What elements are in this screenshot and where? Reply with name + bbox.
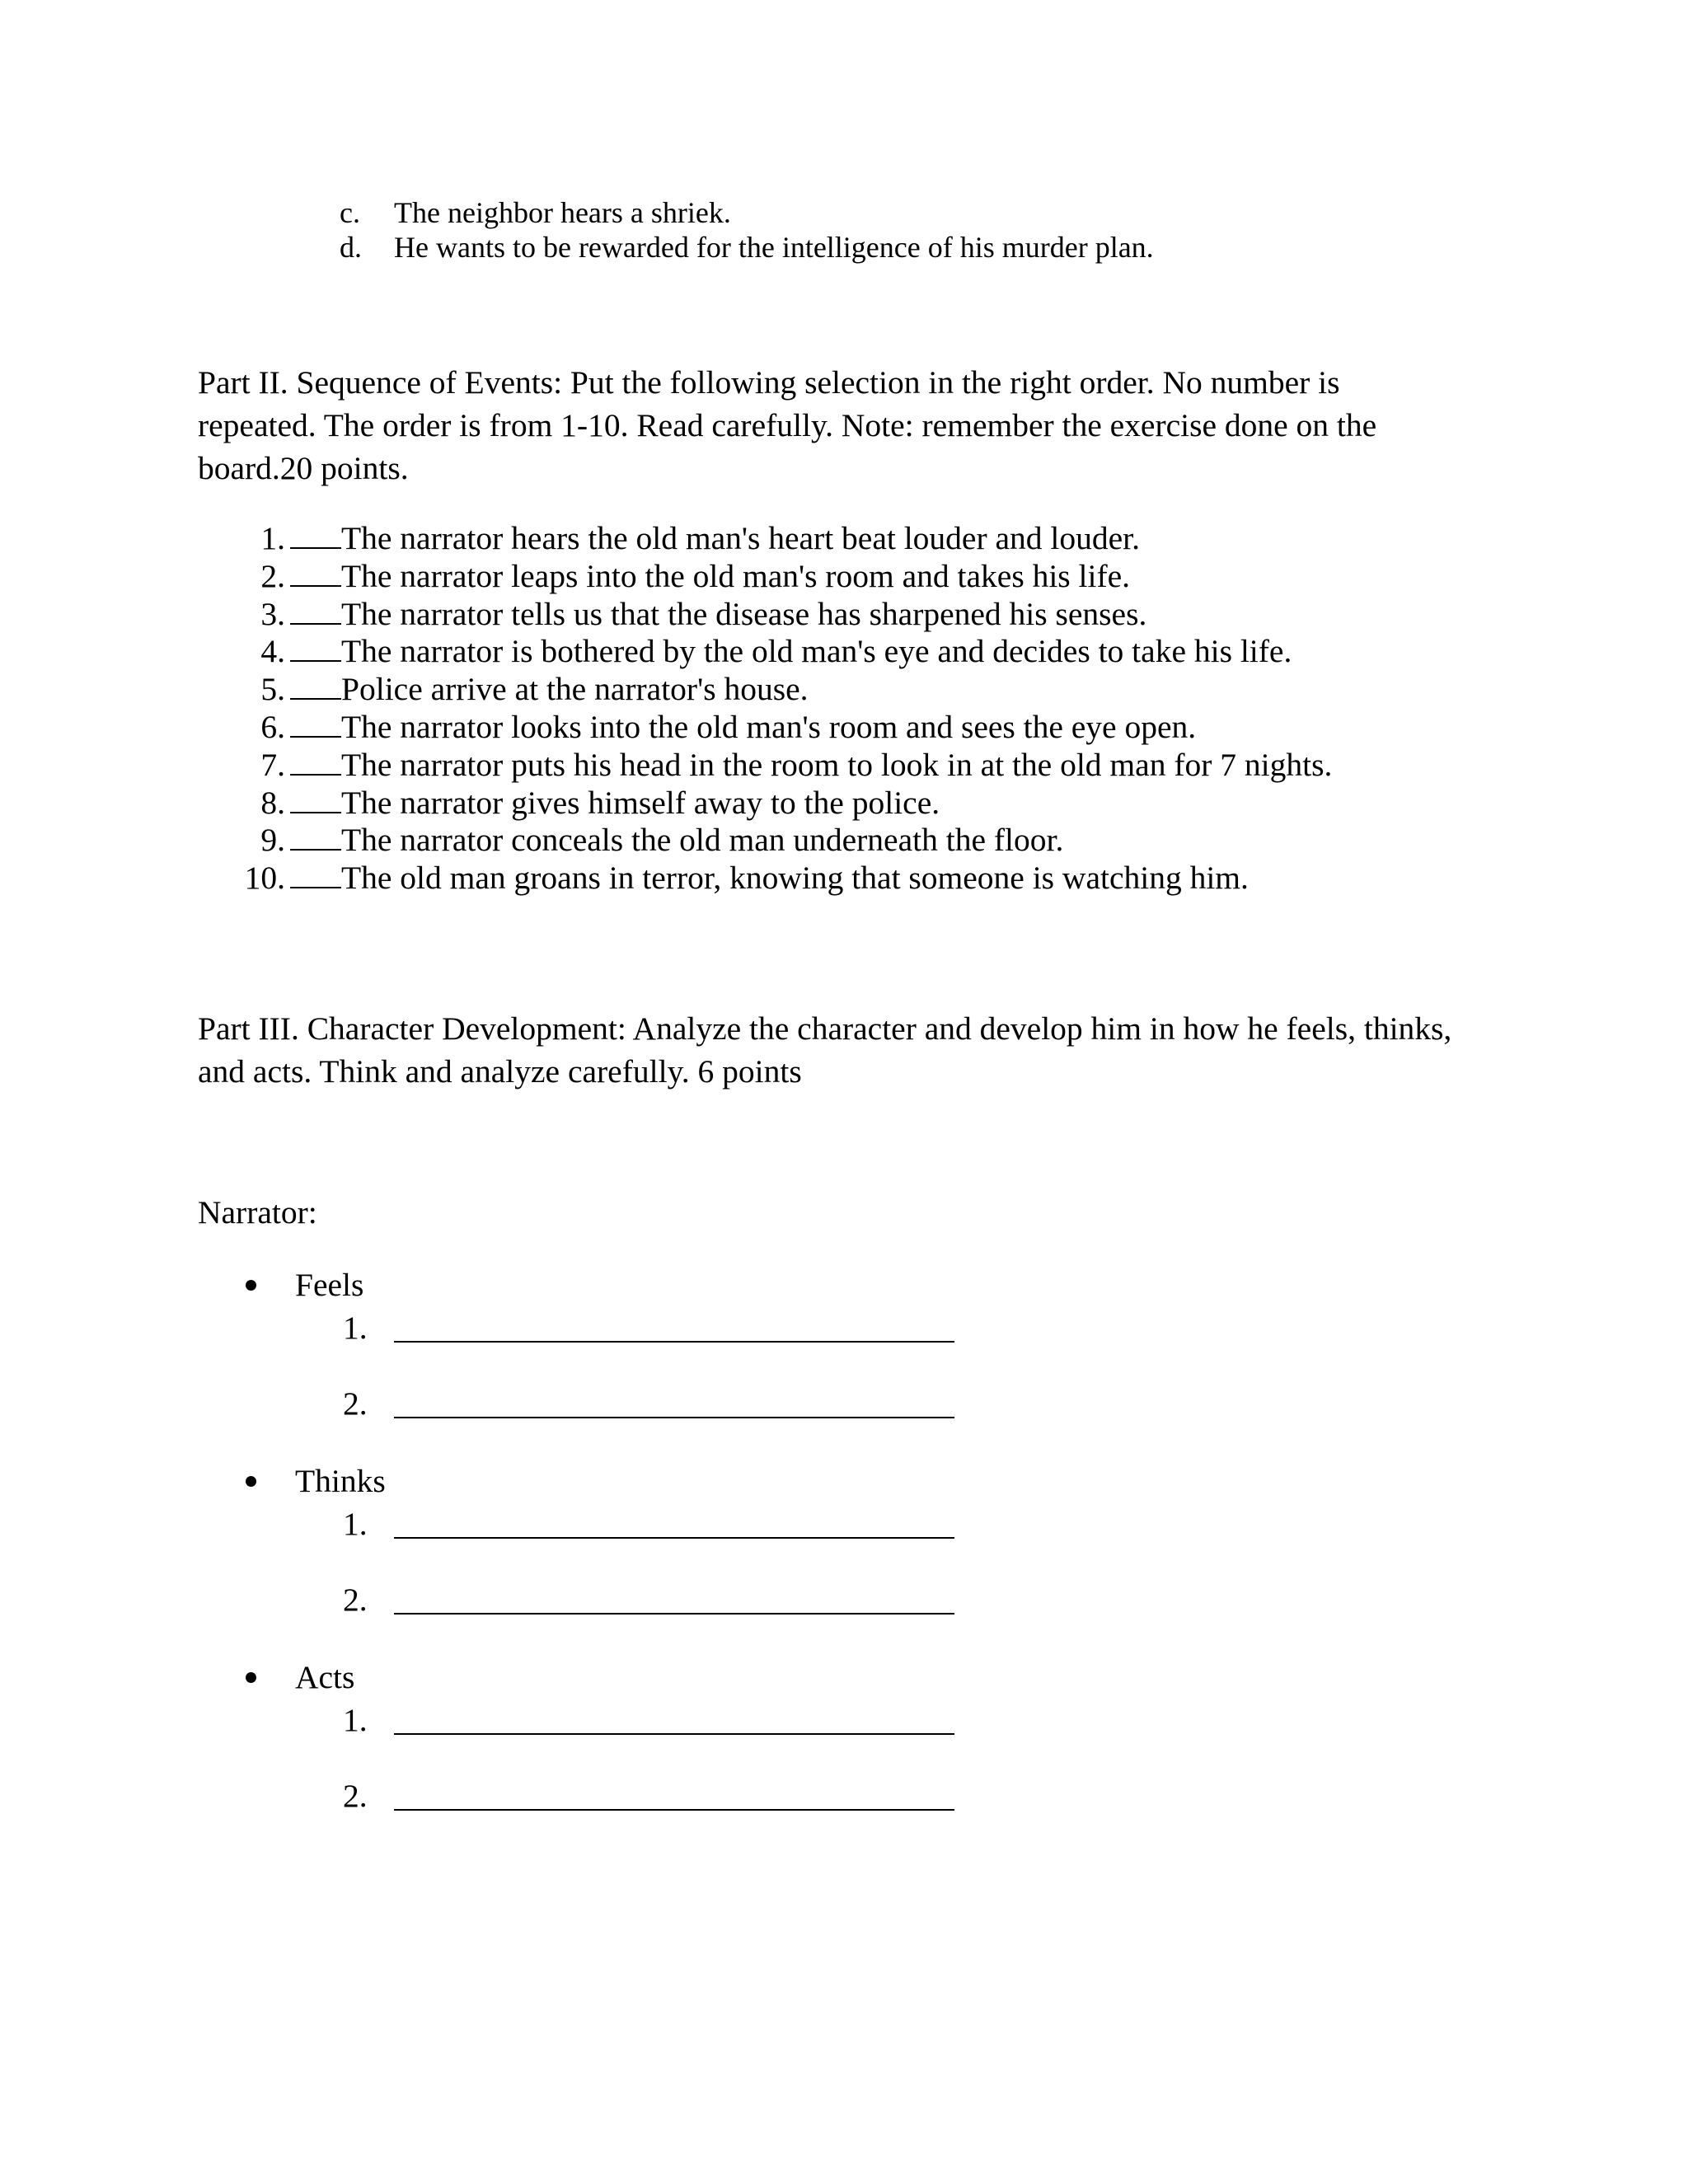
sequence-number: 2.	[260, 557, 285, 594]
sequence-item	[198, 558, 1517, 596]
sequence-item	[198, 596, 1517, 634]
answer-number: 1.	[343, 1506, 368, 1542]
sequence-text: The narrator looks into the old man's room and sees the eye open.	[341, 708, 1197, 745]
answer-line[interactable]	[394, 1613, 954, 1615]
answer-number: 1.	[343, 1702, 368, 1738]
sequence-item	[198, 709, 1517, 747]
order-blank[interactable]	[290, 672, 341, 700]
sequence-item	[198, 747, 1517, 785]
answer-number: 2.	[343, 1778, 368, 1814]
part2-line: Part II. Sequence of Events: Put the following selection in the right order. No number is	[198, 364, 1340, 401]
sequence-number: 8.	[260, 784, 285, 821]
sequence-text: The narrator conceals the old man underneath the floor.	[341, 822, 1064, 859]
part3-instructions	[198, 1007, 1517, 1093]
sequence-item	[198, 860, 1517, 898]
sequence-item	[198, 822, 1517, 860]
part2-line: board.20 points.	[198, 450, 409, 486]
sequence-item	[198, 633, 1517, 671]
sequence-number: 9.	[260, 822, 285, 859]
order-blank[interactable]	[290, 521, 341, 549]
choice-text: He wants to be rewarded for the intelligence of his murder plan.	[394, 231, 1154, 264]
sequence-number: 6.	[260, 708, 285, 745]
sequence-text: The narrator tells us that the disease has sharpened his senses.	[341, 595, 1147, 632]
answer-number: 2.	[343, 1385, 368, 1422]
answer-number: 1.	[343, 1310, 368, 1346]
answer-line[interactable]	[394, 1733, 954, 1735]
sequence-list	[198, 520, 1517, 898]
bullet-icon	[246, 1280, 256, 1291]
sequence-item	[198, 520, 1517, 558]
order-blank[interactable]	[290, 597, 341, 625]
order-blank[interactable]	[290, 710, 341, 738]
choice-item	[340, 230, 1493, 265]
answer-line[interactable]	[394, 1537, 954, 1539]
sequence-item	[198, 671, 1517, 709]
choice-letter: d.	[340, 231, 362, 264]
order-blank[interactable]	[290, 785, 341, 813]
part3-line: Part III. Character Development: Analyze the character and develop him in how he feels, thinks,	[198, 1010, 1452, 1047]
answer-number: 2.	[343, 1582, 368, 1618]
part2-line: repeated. The order is from 1-10. Read carefully. Note: remember the exercise done on the	[198, 407, 1377, 443]
order-blank[interactable]	[290, 860, 341, 888]
answer-line[interactable]	[394, 1341, 954, 1343]
sequence-number: 7.	[260, 746, 285, 783]
order-blank[interactable]	[290, 748, 341, 776]
answer-line[interactable]	[394, 1417, 954, 1418]
choice-item	[340, 195, 1493, 230]
sequence-text: The narrator is bothered by the old man's eye and decides to take his life.	[341, 633, 1292, 670]
section-label: Acts	[295, 1659, 355, 1695]
part2-instructions	[198, 361, 1517, 490]
sequence-number: 1.	[260, 520, 285, 556]
section-label: Thinks	[295, 1463, 386, 1499]
sequence-number: 3.	[260, 595, 285, 632]
order-blank[interactable]	[290, 823, 341, 851]
sequence-text: The narrator hears the old man's heart beat louder and louder.	[341, 520, 1141, 556]
bullet-icon	[246, 1672, 256, 1683]
bullet-icon	[246, 1476, 256, 1487]
sequence-number: 5.	[260, 671, 285, 708]
sequence-text: The narrator puts his head in the room to look in at the old man for 7 nights.	[341, 746, 1333, 783]
sequence-number: 10.	[244, 860, 285, 897]
sequence-text: The old man groans in terror, knowing that someone is watching him.	[341, 860, 1249, 897]
section-label: Feels	[295, 1267, 364, 1303]
answer-line[interactable]	[394, 1809, 954, 1811]
sequence-item	[198, 785, 1517, 823]
sequence-text: The narrator leaps into the old man's room and takes his life.	[341, 557, 1131, 594]
multiple-choice-continuation	[340, 195, 1493, 265]
sequence-text: The narrator gives himself away to the police.	[341, 784, 940, 821]
sequence-text: Police arrive at the narrator's house.	[341, 671, 809, 708]
choice-text: The neighbor hears a shriek.	[394, 196, 731, 229]
part3-line: and acts. Think and analyze carefully. 6 points	[198, 1053, 802, 1090]
order-blank[interactable]	[290, 634, 341, 662]
order-blank[interactable]	[290, 559, 341, 587]
choice-letter: c.	[340, 196, 360, 229]
narrator-label: Narrator:	[198, 1194, 317, 1230]
sequence-number: 4.	[260, 633, 285, 670]
